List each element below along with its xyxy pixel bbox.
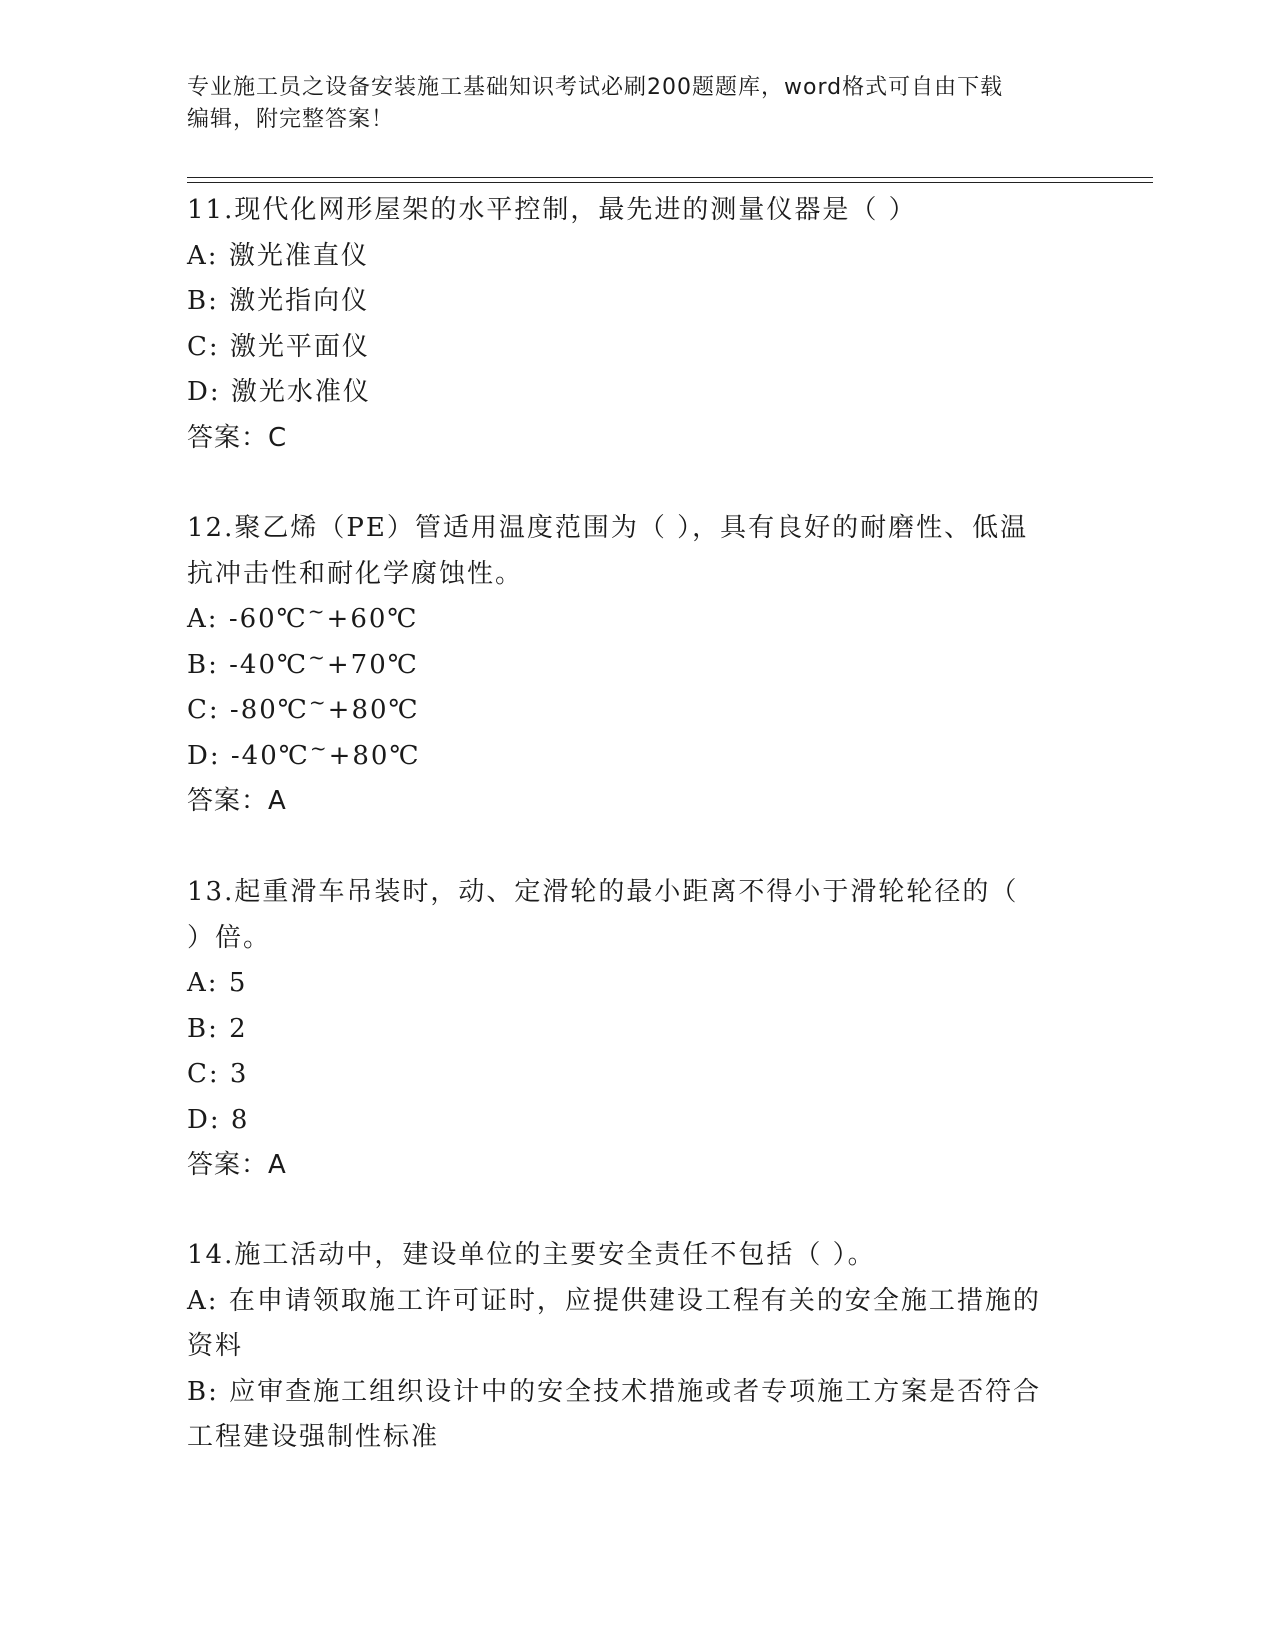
- option-a: [187, 961, 1067, 1007]
- question-stem: 12.聚乙烯（PE）管适用温度范围为（ ），具有良好的耐磨性、低温: [187, 513, 1029, 543]
- option-label: D:: [187, 377, 221, 407]
- option-text: 激光指向仪: [229, 286, 370, 316]
- option-label: B:: [187, 1013, 219, 1044]
- question-stem: 14.施工活动中，建设单位的主要安全责任不包括（ ）。: [187, 1240, 876, 1270]
- option-d: [187, 370, 1067, 416]
- option-b-continued: 工程建设强制性标准: [187, 1422, 440, 1452]
- question-14: [187, 1233, 1067, 1461]
- option-d: [187, 734, 1067, 780]
- option-text: 5: [228, 968, 248, 998]
- tilde: ~: [309, 735, 329, 760]
- option-label: B:: [187, 1376, 219, 1407]
- option-b: [187, 1007, 1067, 1053]
- question-11: [187, 188, 1067, 461]
- option-text: 应审查施工组织设计中的安全技术措施或者专项施工方案是否符合: [229, 1376, 1042, 1407]
- option-label: D:: [187, 1104, 221, 1135]
- question-stem: 11.现代化网形屋架的水平控制，最先进的测量仪器是（ ）: [187, 195, 917, 225]
- header-divider: [187, 182, 1153, 183]
- range-from: -60℃: [228, 604, 308, 634]
- option-label: C:: [187, 331, 220, 362]
- range-to: +70℃: [326, 649, 419, 680]
- range-from: -40℃: [230, 740, 310, 771]
- option-b: [187, 1370, 1067, 1416]
- question-12: [187, 506, 1067, 825]
- option-text: 在申请领取施工许可证时，应提供建设工程有关的安全施工措施的: [228, 1285, 1041, 1316]
- option-a-continued: 资料: [187, 1331, 244, 1361]
- tilde: ~: [307, 599, 327, 623]
- option-b: [187, 279, 1067, 325]
- option-text: 激光水准仪: [230, 377, 371, 407]
- option-label: B:: [187, 286, 219, 316]
- question-stem: ）倍。: [187, 922, 272, 953]
- option-c: [187, 1052, 1067, 1098]
- option-label: A:: [187, 968, 219, 998]
- option-c: [187, 325, 1067, 371]
- option-label: C:: [187, 695, 220, 725]
- answer: 答案：A: [187, 786, 287, 816]
- range-to: +80℃: [328, 740, 421, 771]
- option-text: 激光平面仪: [229, 331, 370, 362]
- option-a: [187, 597, 1067, 643]
- option-text: 3: [229, 1059, 249, 1089]
- answer: 答案：C: [187, 422, 288, 453]
- option-a: [187, 234, 1067, 280]
- question-stem: 抗冲击性和耐化学腐蚀性。: [187, 558, 524, 589]
- range-from: -80℃: [229, 695, 309, 725]
- range-to: +60℃: [326, 604, 419, 634]
- header-line: 编辑，附完整答案！: [187, 107, 395, 132]
- option-d: [187, 1098, 1067, 1144]
- option-a: [187, 1279, 1067, 1325]
- option-text: 2: [229, 1013, 248, 1044]
- option-label: D:: [187, 740, 221, 771]
- answer: 答案：A: [187, 1150, 287, 1180]
- header-divider: [187, 177, 1153, 178]
- tilde: ~: [308, 690, 328, 714]
- option-c: [187, 688, 1067, 734]
- option-text: 8: [230, 1104, 250, 1135]
- option-label: A:: [187, 604, 219, 634]
- header-line: 专业施工员之设备安装施工基础知识考试必刷200题题库，word格式可自由下载: [187, 75, 1004, 100]
- option-label: A:: [187, 1285, 219, 1316]
- document-header: [187, 72, 1067, 136]
- option-label: C:: [187, 1059, 220, 1089]
- tilde: ~: [308, 644, 327, 669]
- range-to: +80℃: [327, 695, 420, 725]
- option-label: B:: [187, 649, 219, 680]
- range-from: -40℃: [229, 649, 309, 680]
- option-label: A:: [187, 240, 219, 271]
- question-stem: 13.起重滑车吊装时，动、定滑轮的最小距离不得小于滑轮轮径的（: [187, 877, 1019, 907]
- option-text: 激光准直仪: [228, 240, 369, 271]
- question-13: [187, 870, 1067, 1189]
- option-b: [187, 643, 1067, 689]
